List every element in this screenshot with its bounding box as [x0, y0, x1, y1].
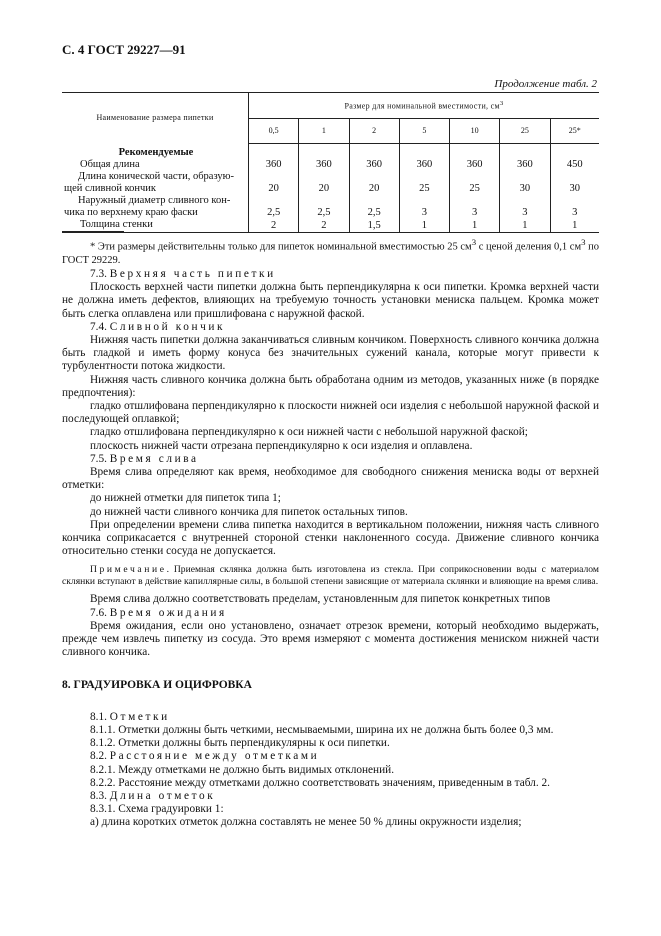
paragraph: гладко отшлифована перпендикулярно к плоскости нижней оси изделия с небольшой наружной фаской и последующей оплавкой; [62, 400, 599, 426]
table-cell: 1,5 [349, 219, 399, 233]
paragraph: 8.3.1. Схема градуировки 1: [90, 803, 224, 816]
document-body [62, 268, 599, 830]
subsection-heading-8-3: 8.3. Длина отметок [90, 789, 216, 802]
table-cell: 2 [249, 219, 299, 233]
volume-header: 25* [550, 119, 599, 144]
table-cell: 25 [450, 171, 500, 195]
volume-header: 5 [399, 119, 449, 144]
subsection-heading-8-1: 8.1. Отметки [90, 710, 170, 723]
row-label: Общая длина [62, 159, 249, 171]
table-footnote: * Эти размеры действительны только для пипеток номинальной вместимостью 25 $см^3$ с ценой деления 0,1 $см^3$ по ГОСТ 29229. [62, 237, 599, 266]
table-cell: 20 [299, 171, 349, 195]
note: Примечание. Приемная склянка должна быть изготовлена из стекла. При соприкосновении воды с материалом склянки вступают в действие капиллярные силы, в большой степени зависящие от материала склянки и влияющие на время слива. [62, 564, 599, 587]
paragraph: гладко отшлифована перпендикулярно к оси нижней части с небольшой наружной фаской; [90, 426, 528, 439]
table-row [62, 219, 599, 233]
row-label: Наружный диаметр сливного кон- чика по верхнему краю фаски [62, 195, 249, 219]
table-cell: 1 [500, 219, 550, 233]
table-cell: 3 [399, 195, 449, 219]
table-cell: 1 [399, 219, 449, 233]
table-cell: 360 [249, 159, 299, 171]
table-cell: 20 [349, 171, 399, 195]
subsection-heading-7-3: 7.3. Верхняя часть пипетки [90, 268, 276, 280]
table-cell: 2,5 [299, 195, 349, 219]
row-label: Толщина стенки [62, 219, 249, 233]
table-row [62, 171, 599, 195]
paragraph: 8.2.2. Расстояние между отметками должно соответствовать значениям, приведенным в табл. 2. [90, 776, 550, 789]
volume-header: 10 [450, 119, 500, 144]
table-cell: 1 [450, 219, 500, 233]
table-row [62, 159, 599, 171]
table-continuation-note: Продолжение табл. 2 [494, 78, 597, 90]
paragraph: Время слива должно соответствовать пределам, установленным для пипеток конкретных типов [90, 593, 551, 606]
table-cell: 360 [299, 159, 349, 171]
paragraph: плоскость нижней части отрезана перпендикулярно к оси изделия и оплавлена. [90, 439, 473, 452]
paragraph: Плоскость верхней части пипетки должна быть перпендикулярна к оси пипетки. Кромка верхней части не должна иметь дефектов, влияющих на требуемую точность установки мениска пальцем. Кромка может быть слегка оплавлена или пришлифована с наружной фаской. [62, 281, 599, 320]
page-header: С. 4 ГОСТ 29227—91 [62, 42, 186, 57]
table-cell: 3 [450, 195, 500, 219]
paragraph: Нижняя часть сливного кончика должна быть обработана одним из методов, указанных ниже (в порядке предпочтения): [62, 373, 599, 399]
table-row [62, 195, 599, 219]
paragraph: до нижней отметки для пипеток типа 1; [90, 492, 281, 505]
table-cell: 2,5 [349, 195, 399, 219]
paragraph: При определении времени слива пипетка находится в вертикальном положении, нижняя часть сливного кончика соприкасается с внутренней стороной стенки наклоненного сосуда. Движение сливного кончика относительно стенки сосуда не допускается. [62, 518, 599, 558]
table-cell: 20 [249, 171, 299, 195]
paragraph: Время ожидания, если оно установлено, означает отрезок времени, который необходимо выдержать, прежде чем извлечь пипетку из сосуда. Это время измеряют с момента достижения мениском нижней части сливного кончика. [62, 619, 599, 659]
volume-header: 1 [299, 119, 349, 144]
table-cell: 450 [550, 159, 599, 171]
subsection-heading-8-2: 8.2. Расстояние между отметками [90, 750, 320, 763]
paragraph: 8.1.1. Отметки должны быть четкими, несмываемыми, ширина их не должна быть более 0,3 мм. [90, 723, 554, 736]
table-cell: 2 [299, 219, 349, 233]
paragraph: а) длина коротких отметок должна составлять не менее 50 % длины окружности изделия; [90, 816, 522, 829]
subsection-heading-7-4: 7.4. Сливной кончик [90, 320, 226, 333]
volume-group-header: Размер для номинальной вместимости, $см^3$ [249, 93, 600, 119]
volume-header: 0,5 [249, 119, 299, 144]
table-cell: 30 [550, 171, 599, 195]
table-cell: 30 [500, 171, 550, 195]
paragraph: Нижняя часть пипетки должна заканчиваться сливным кончиком. Поверхность сливного кончика должна быть гладкой и иметь форму конуса без значительных сужений канала, которые могут привести к турбулентности потока жидкости. [62, 334, 599, 373]
volume-header: 2 [349, 119, 399, 144]
paragraph: 8.2.1. Между отметками не должно быть видимых отклонений. [90, 763, 395, 776]
table-cell: 3 [500, 195, 550, 219]
table-cell: 360 [450, 159, 500, 171]
subsection-heading-7-6: 7.6. Время ожидания [90, 606, 227, 619]
table-cell: 360 [500, 159, 550, 171]
section-heading-8: 8. ГРАДУИРОВКА И ОЦИФРОВКА [62, 679, 252, 692]
table-cell: 1 [550, 219, 599, 233]
paragraph: до нижней части сливного кончика для пипеток остальных типов. [90, 505, 408, 518]
group-label-recommended: Рекомендуемые [62, 144, 249, 159]
row-label: Длина конической части, образую- щей сливной кончик [62, 171, 249, 195]
name-column-header: Наименование размера пипетки [62, 93, 249, 144]
table-cell: 360 [349, 159, 399, 171]
paragraph: Время слива определяют как время, необходимое для свободного снижения мениска воды от верхней отметки: [62, 466, 599, 492]
table-cell: 3 [550, 195, 599, 219]
pipette-size-table [62, 92, 599, 233]
table-cell: 25 [399, 171, 449, 195]
table-cell: 2,5 [249, 195, 299, 219]
subsection-heading-7-5: 7.5. Время слива [90, 452, 199, 465]
footnote-rule [62, 231, 124, 232]
paragraph: 8.1.2. Отметки должны быть перпендикулярны к оси пипетки. [90, 737, 390, 750]
table-cell: 360 [399, 159, 449, 171]
volume-header: 25 [500, 119, 550, 144]
